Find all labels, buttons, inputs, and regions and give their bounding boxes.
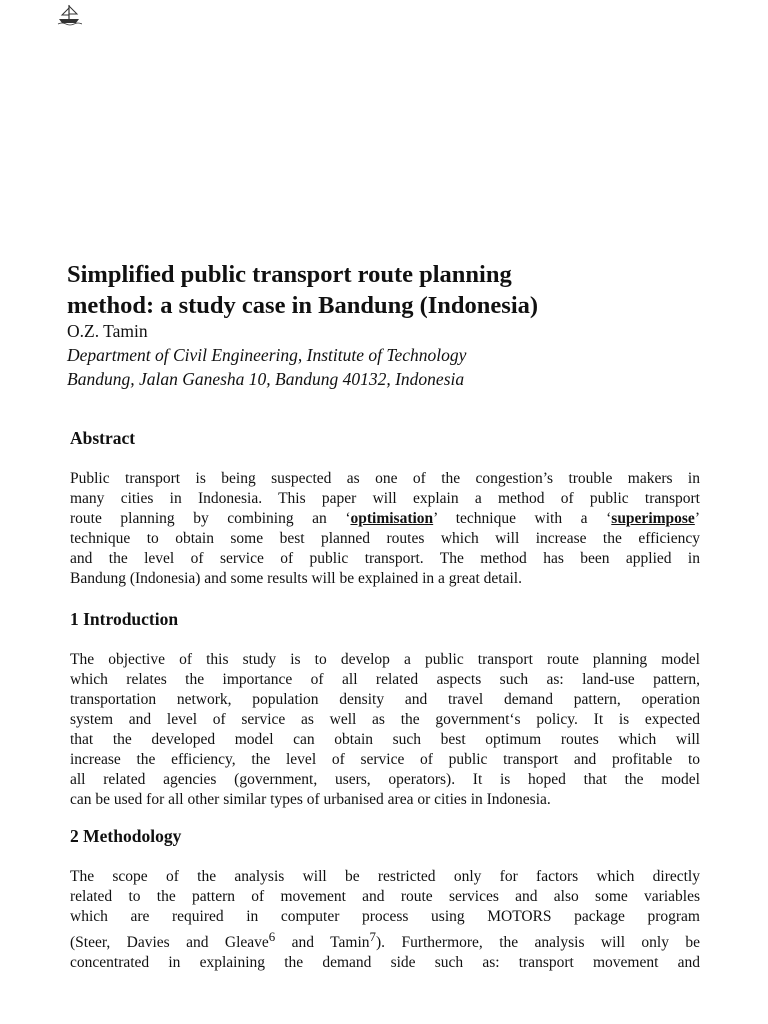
text-line: related to the pattern of movement and route services and also some variables: [70, 888, 700, 905]
introduction-heading: 1 Introduction: [70, 609, 179, 629]
methodology-paragraph: [70, 867, 700, 973]
paper-title: [67, 259, 707, 321]
text-line: increase the efficiency, the level of service of public transport and profitable to: [70, 751, 700, 768]
text-line: The objective of this study is to develop a public transport route planning model: [70, 651, 700, 668]
text-line: route planning by combining an ‘optimisation’ technique with a ‘superimpose’: [70, 510, 700, 527]
affiliation-line: Bandung, Jalan Ganesha 10, Bandung 40132, Indonesia: [67, 369, 465, 389]
publisher-logo-icon: [56, 2, 82, 26]
abstract-paragraph: [70, 469, 700, 589]
text-line: which relates the importance of all related aspects such as: land-use pattern,: [70, 671, 700, 688]
text-line: and the level of service of public transport. The method has been applied in: [70, 550, 700, 567]
text-line: The scope of the analysis will be restricted only for factors which directly: [70, 868, 700, 885]
text-line: transportation network, population density and travel demand pattern, operation: [70, 691, 700, 708]
abstract-heading: Abstract: [70, 428, 136, 448]
text-line: that the developed model can obtain such best optimum routes which will: [70, 731, 700, 748]
text-line: technique to obtain some best planned routes which will increase the efficiency: [70, 530, 700, 547]
introduction-paragraph: [70, 650, 700, 810]
text-line: system and level of service as well as the government‘s policy. It is expected: [70, 711, 700, 728]
text-line: concentrated in explaining the demand side such as: transport movement and: [70, 954, 700, 972]
optimisation-term: optimisation: [350, 510, 434, 527]
citation-6: 6: [268, 929, 276, 944]
author-affiliation: [67, 343, 466, 391]
title-line: Simplified public transport route planning: [67, 261, 512, 288]
text-line: which are required in computer process using MOTORS package program: [70, 908, 700, 925]
title-line: method: a study case in Bandung (Indonesia): [67, 292, 539, 319]
text-line: all related agencies (government, users, operators). It is hoped that the model: [70, 771, 700, 788]
affiliation-line: Department of Civil Engineering, Institute of Technology: [67, 345, 467, 365]
text-line: Bandung (Indonesia) and some results will be explained in a great detail.: [70, 570, 522, 587]
text-line: Public transport is being suspected as one of the congestion’s trouble makers in: [70, 470, 700, 487]
citation-7: 7: [369, 929, 376, 944]
methodology-heading: 2 Methodology: [70, 826, 182, 846]
text-line: can be used for all other similar types of urbanised area or cities in Indonesia.: [70, 791, 551, 808]
author-name: O.Z. Tamin: [67, 321, 148, 341]
text-line: (Steer, Davies and Gleave$^6$ and Tamin$^7$). Furthermore, the analysis will only be: [70, 929, 700, 952]
text-line: many cities in Indonesia. This paper will explain a method of public transport: [70, 490, 700, 507]
superimpose-term: superimpose: [611, 510, 695, 527]
